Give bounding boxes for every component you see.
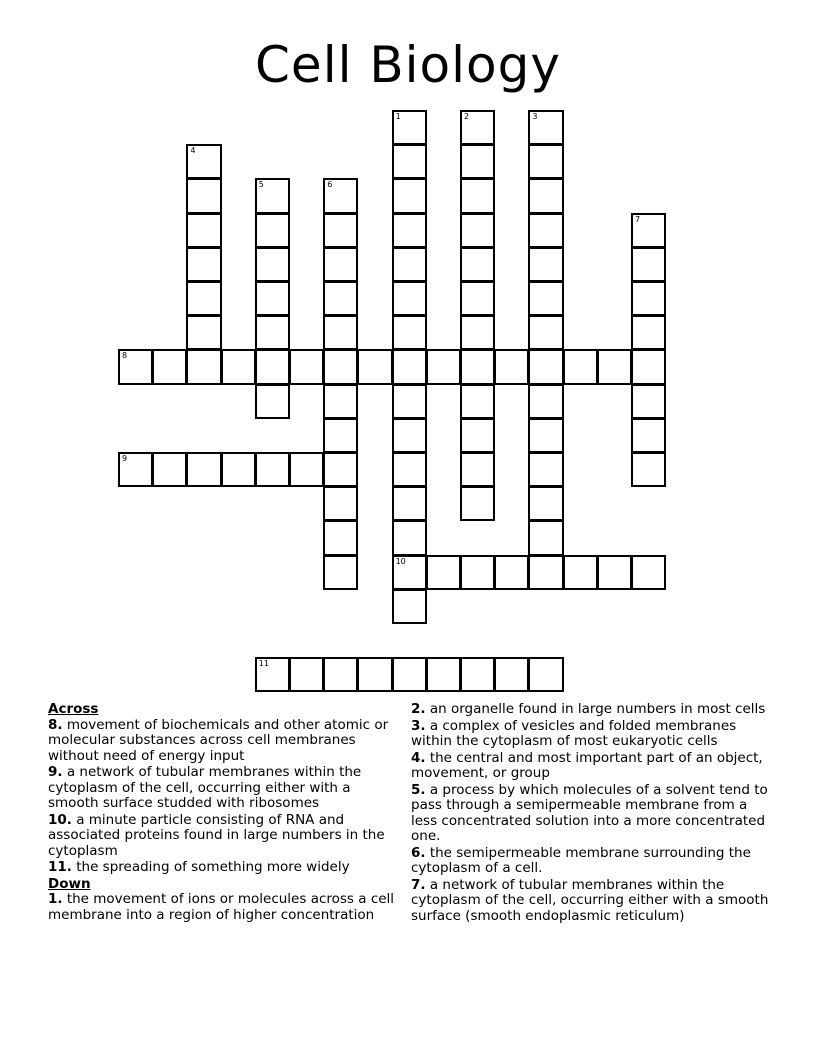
grid-cell[interactable]: [528, 384, 563, 419]
grid-cell[interactable]: [323, 520, 358, 555]
clue-number: 2.: [411, 701, 426, 717]
clue-number-label: 4: [190, 146, 196, 156]
grid-cell[interactable]: [528, 418, 563, 453]
clue-item: [411, 719, 771, 750]
clue-item: [48, 860, 404, 876]
grid-cell[interactable]: [357, 657, 392, 692]
grid-cell[interactable]: [323, 555, 358, 590]
clue-item: [411, 783, 771, 845]
grid-cell[interactable]: [255, 247, 290, 282]
grid-cell[interactable]: [323, 452, 358, 487]
grid-cell[interactable]: [152, 349, 187, 384]
clue-number: 5.: [411, 781, 426, 798]
grid-cell[interactable]: [255, 213, 290, 248]
clue-text: an organelle found in large numbers in most cells: [425, 701, 766, 717]
page-title: Cell Biology: [255, 36, 561, 94]
clues-right-column: [411, 702, 771, 925]
clue-text: the movement of ions or molecules across a cell membrane into a region of higher concentration: [48, 891, 395, 923]
clue-text: the central and most important part of an object, movement, or group: [411, 749, 763, 781]
across-clue-list: [48, 718, 404, 876]
grid-cell[interactable]: [255, 384, 290, 419]
grid-cell[interactable]: [392, 281, 427, 316]
grid-cell[interactable]: [255, 178, 290, 213]
grid-cell[interactable]: [186, 281, 221, 316]
grid-cell[interactable]: [426, 657, 461, 692]
clue-text: a minute particle consisting of RNA and associated proteins found in large numbers in the cytoplasm: [48, 811, 385, 859]
grid-cell[interactable]: [597, 555, 632, 590]
clue-item: [48, 813, 404, 860]
grid-cell[interactable]: [392, 555, 427, 590]
grid-cell[interactable]: [221, 452, 256, 487]
clue-number: 6.: [411, 844, 426, 861]
grid-cell[interactable]: [323, 384, 358, 419]
grid-cell[interactable]: [186, 247, 221, 282]
clue-text: a process by which molecules of a solvent tend to pass through a semipermeable membrane from a less concentrated solution into a more concentrated one.: [411, 781, 768, 844]
grid-cell[interactable]: [323, 281, 358, 316]
grid-cell[interactable]: [323, 178, 358, 213]
grid-cell[interactable]: [392, 452, 427, 487]
grid-cell[interactable]: [152, 452, 187, 487]
grid-cell[interactable]: [494, 349, 529, 384]
clue-number-label: 10: [395, 556, 406, 566]
grid-cell[interactable]: [186, 349, 221, 384]
grid-cell[interactable]: [392, 384, 427, 419]
grid-cell[interactable]: [289, 452, 324, 487]
grid-cell[interactable]: [392, 315, 427, 350]
grid-cell[interactable]: [392, 418, 427, 453]
grid-cell[interactable]: [323, 657, 358, 692]
clue-item: [411, 702, 771, 718]
grid-cell[interactable]: [392, 247, 427, 282]
grid-cell[interactable]: [631, 349, 666, 384]
grid-cell[interactable]: [460, 384, 495, 419]
grid-cell[interactable]: [323, 349, 358, 384]
clue-number-label: 1: [395, 112, 401, 121]
grid-cell[interactable]: [528, 452, 563, 487]
clue-item: [48, 765, 404, 812]
grid-cell[interactable]: [186, 178, 221, 213]
grid-cell[interactable]: [221, 349, 256, 384]
grid-cell[interactable]: [357, 349, 392, 384]
grid-cell[interactable]: [528, 247, 563, 282]
grid-cell[interactable]: [392, 178, 427, 213]
grid-cell[interactable]: [528, 555, 563, 590]
clue-number-label: 11: [258, 659, 269, 669]
grid-cell[interactable]: [255, 281, 290, 316]
grid-cell[interactable]: [392, 349, 427, 384]
grid-cell[interactable]: [323, 418, 358, 453]
grid-cell[interactable]: [597, 349, 632, 384]
grid-cell[interactable]: [460, 178, 495, 213]
clue-number-label: 3: [532, 112, 538, 121]
clue-item: [411, 751, 771, 782]
grid-cell[interactable]: [323, 486, 358, 521]
clue-text: a network of tubular membranes within the cytoplasm of the cell, occurring either with a smooth surface studded with ribosomes: [48, 764, 362, 811]
grid-cell[interactable]: [186, 144, 221, 179]
grid-cell[interactable]: [323, 247, 358, 282]
grid-cell[interactable]: [392, 657, 427, 692]
clue-number-label: 2: [464, 112, 470, 121]
grid-cell[interactable]: [392, 144, 427, 179]
grid-cell[interactable]: [255, 315, 290, 350]
grid-cell[interactable]: [392, 589, 427, 624]
grid-cell[interactable]: [631, 418, 666, 453]
grid-cell[interactable]: [460, 281, 495, 316]
grid-cell[interactable]: [460, 144, 495, 179]
grid-cell[interactable]: [460, 247, 495, 282]
across-heading: Across: [48, 701, 99, 717]
clue-number: 4.: [411, 749, 426, 766]
grid-cell[interactable]: [631, 213, 666, 248]
grid-cell[interactable]: [255, 657, 290, 692]
grid-cell[interactable]: [494, 555, 529, 590]
clue-number: 3.: [411, 717, 426, 734]
grid-cell[interactable]: [631, 384, 666, 419]
grid-cell[interactable]: [460, 349, 495, 384]
grid-cell[interactable]: [528, 349, 563, 384]
grid-cell[interactable]: [528, 486, 563, 521]
grid-cell[interactable]: [460, 657, 495, 692]
grid-cell[interactable]: [460, 486, 495, 521]
clue-text: the semipermeable membrane surrounding the cytoplasm of a cell.: [411, 844, 751, 876]
grid-cell[interactable]: [563, 349, 598, 384]
grid-cell[interactable]: [631, 555, 666, 590]
clue-item: [411, 846, 771, 877]
grid-cell[interactable]: [460, 213, 495, 248]
grid-cell[interactable]: [563, 555, 598, 590]
clue-number: 9.: [48, 764, 63, 780]
grid-cell[interactable]: [528, 178, 563, 213]
grid-cell[interactable]: [118, 452, 153, 487]
grid-cell[interactable]: [494, 657, 529, 692]
clue-item: [48, 892, 404, 923]
grid-cell[interactable]: [392, 520, 427, 555]
clue-number-label: 6: [327, 180, 333, 190]
grid-cell[interactable]: [631, 452, 666, 487]
clue-number: 10.: [48, 811, 72, 828]
clues-left-column: [48, 702, 404, 924]
grid-cell[interactable]: [426, 555, 461, 590]
grid-cell[interactable]: [631, 281, 666, 316]
grid-cell[interactable]: [289, 657, 324, 692]
grid-cell[interactable]: [460, 452, 495, 487]
grid-cell[interactable]: [255, 349, 290, 384]
grid-cell[interactable]: [323, 315, 358, 350]
grid-cell[interactable]: [118, 349, 153, 384]
grid-cell[interactable]: [528, 213, 563, 248]
clue-text: movement of biochemicals and other atomic or molecular substances across cell membranes without need of energy input: [48, 716, 389, 764]
clue-text: a network of tubular membranes within the cytoplasm of the cell, occurring either with a smooth surface (smooth endoplasmic reticulum): [411, 876, 769, 924]
grid-cell[interactable]: [528, 110, 563, 145]
grid-cell[interactable]: [460, 110, 495, 145]
grid-cell[interactable]: [460, 315, 495, 350]
grid-cell[interactable]: [186, 315, 221, 350]
clue-number-label: 5: [258, 180, 264, 190]
grid-cell[interactable]: [528, 315, 563, 350]
down-heading: Down: [48, 875, 91, 892]
grid-cell[interactable]: [255, 452, 290, 487]
clue-number: 11.: [48, 859, 72, 875]
down-clue-list: [48, 892, 404, 923]
grid-cell[interactable]: [631, 247, 666, 282]
grid-cell[interactable]: [528, 520, 563, 555]
grid-cell[interactable]: [426, 349, 461, 384]
grid-cell[interactable]: [528, 144, 563, 179]
clue-text: a complex of vesicles and folded membranes within the cytoplasm of most eukaryotic cells: [411, 717, 737, 749]
grid-cell[interactable]: [392, 213, 427, 248]
grid-cell[interactable]: [460, 555, 495, 590]
grid-cell[interactable]: [289, 349, 324, 384]
clue-number: 8.: [48, 716, 63, 733]
grid-cell[interactable]: [323, 213, 358, 248]
clue-text: the spreading of something more widely: [71, 859, 350, 875]
clue-number-label: 8: [122, 351, 128, 361]
grid-cell[interactable]: [528, 657, 563, 692]
down-clue-list-continued: [411, 702, 771, 924]
grid-cell[interactable]: [528, 281, 563, 316]
clue-item: [411, 878, 771, 925]
grid-cell[interactable]: [186, 213, 221, 248]
clue-item: [48, 718, 404, 765]
grid-cell[interactable]: [392, 110, 427, 145]
grid-cell[interactable]: [460, 418, 495, 453]
grid-cell[interactable]: [392, 486, 427, 521]
clue-number: 1.: [48, 891, 63, 907]
clue-number: 7.: [411, 876, 426, 893]
grid-cell[interactable]: [186, 452, 221, 487]
grid-cell[interactable]: [631, 315, 666, 350]
clue-number-label: 7: [635, 214, 641, 224]
clue-number-label: 9: [122, 454, 128, 463]
